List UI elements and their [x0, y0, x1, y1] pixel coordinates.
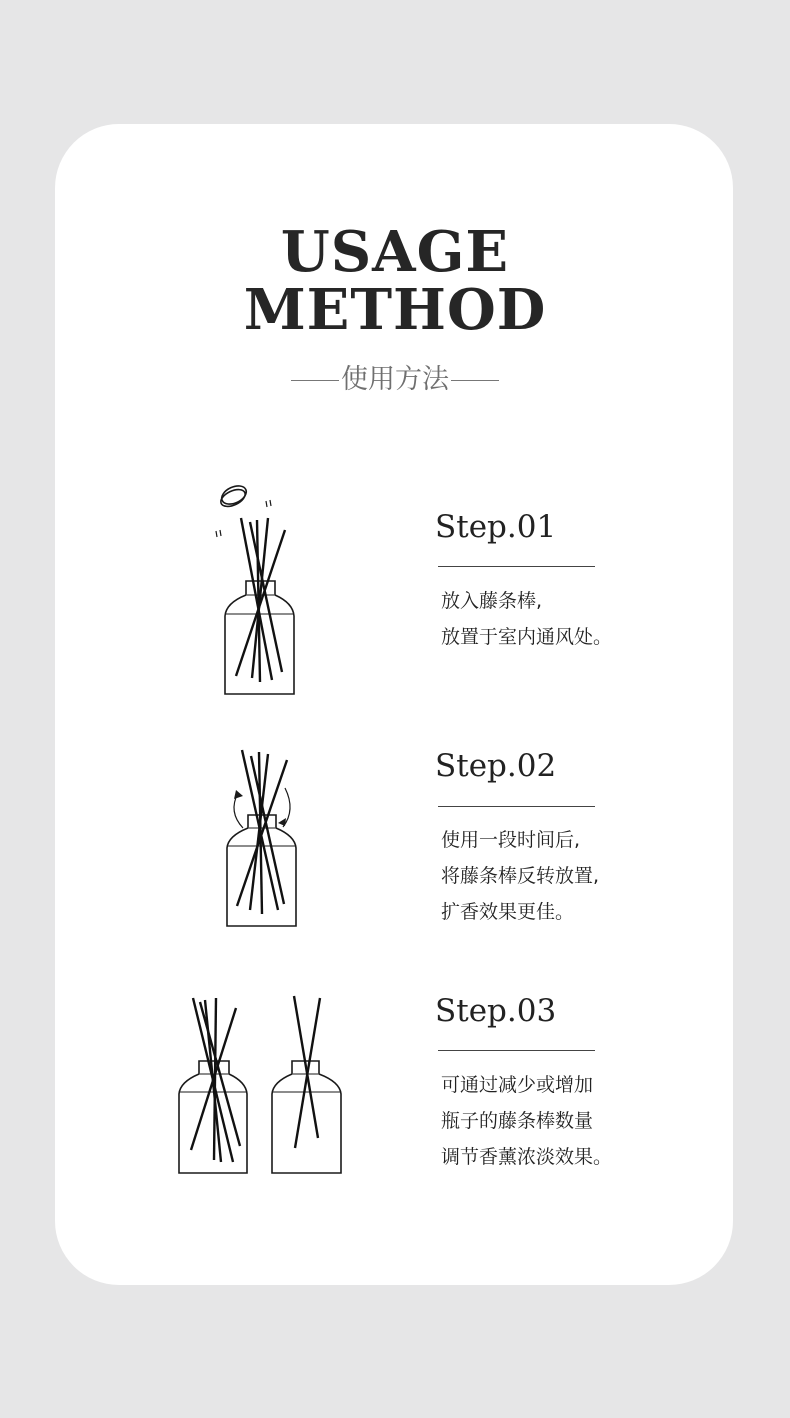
step-02-line-2: 将藤条棒反转放置,	[441, 865, 600, 887]
step-01-divider	[438, 566, 595, 567]
step-03-line-2: 瓶子的藤条棒数量	[441, 1110, 594, 1132]
step-02-description	[441, 822, 599, 930]
step-03-divider	[438, 1050, 595, 1051]
step-03-label: Step.03	[435, 993, 557, 1029]
subtitle-text: 使用方法	[341, 364, 449, 395]
subtitle	[0, 362, 790, 398]
step-01-description	[441, 583, 612, 655]
step-02-divider	[438, 806, 595, 807]
subtitle-right-dash	[451, 380, 499, 381]
title-line-2: METHOD	[243, 277, 547, 343]
step-01-label: Step.01	[435, 509, 557, 545]
diffuser-bottle-with-cap-removed-icon	[205, 480, 305, 700]
subtitle-left-dash	[291, 380, 339, 381]
step-01-line-2: 放置于室内通风处。	[441, 626, 613, 648]
step-02-label: Step.02	[435, 748, 557, 784]
step-02-line-1: 使用一段时间后,	[441, 829, 581, 851]
two-diffuser-bottles-different-sticks-icon	[170, 990, 350, 1180]
step-01-line-1: 放入藤条棒,	[441, 590, 543, 612]
step-03-line-3: 调节香薰浓淡效果。	[441, 1146, 613, 1168]
step-03-description	[441, 1067, 612, 1175]
title-line-1: USAGE	[280, 219, 510, 285]
step-02-line-3: 扩香效果更佳。	[441, 901, 575, 923]
diffuser-bottle-flip-sticks-icon	[225, 745, 305, 930]
step-03-line-1: 可通过减少或增加	[441, 1074, 594, 1096]
